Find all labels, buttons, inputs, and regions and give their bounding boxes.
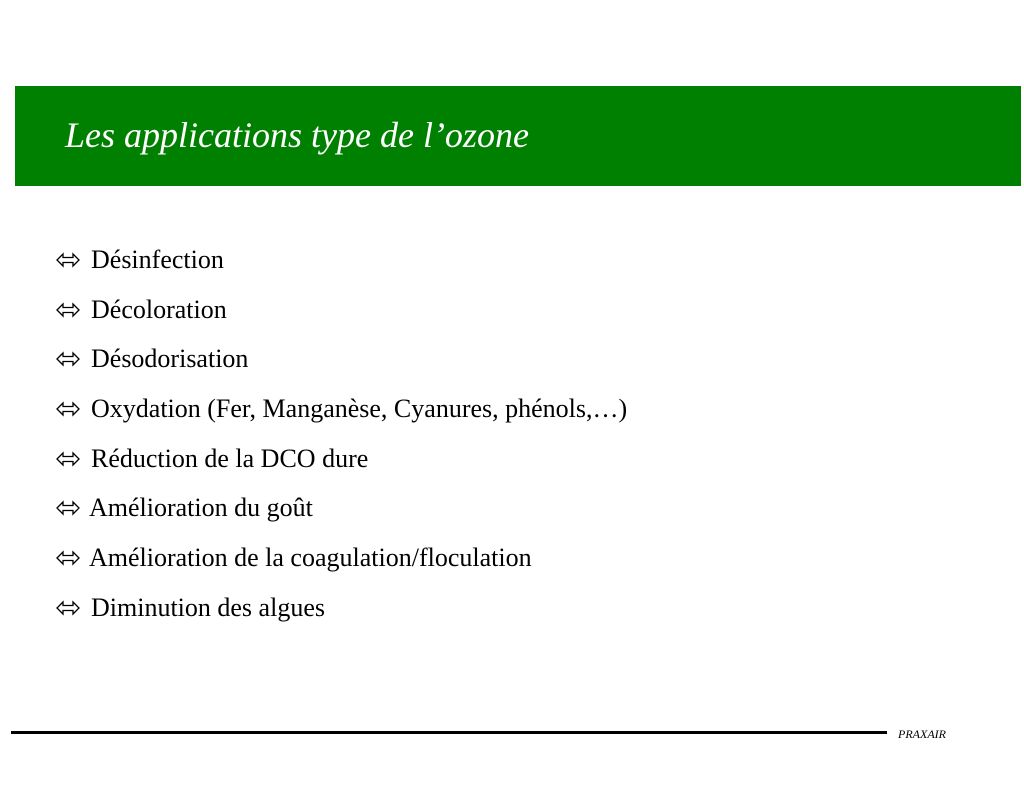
list-item bbox=[56, 291, 627, 341]
double-arrow-icon bbox=[56, 539, 80, 577]
list-item bbox=[56, 241, 627, 291]
list-item bbox=[56, 340, 627, 390]
double-arrow-icon bbox=[56, 241, 80, 279]
double-arrow-icon bbox=[56, 440, 80, 478]
list-item bbox=[56, 390, 627, 440]
list-item-text: Diminution des algues bbox=[91, 592, 325, 622]
slide-title: Les applications type de l’ozone bbox=[65, 115, 529, 155]
list-item bbox=[56, 539, 627, 589]
list-item-text: Oxydation (Fer, Manganèse, Cyanures, phénols,…) bbox=[91, 394, 628, 424]
list-item-text: Réduction de la DCO dure bbox=[91, 443, 369, 473]
list-item bbox=[56, 489, 627, 539]
footer-brand: PRAXAIR bbox=[898, 727, 946, 741]
list-item-text: Amélioration de la coagulation/floculation bbox=[89, 543, 532, 573]
footer-divider bbox=[11, 731, 887, 734]
list-item-text: Désinfection bbox=[91, 245, 224, 274]
list-item-text: Décoloration bbox=[91, 294, 227, 324]
list-item bbox=[56, 440, 627, 490]
double-arrow-icon bbox=[56, 291, 80, 329]
double-arrow-icon bbox=[56, 390, 80, 428]
list-item-text: Amélioration du goût bbox=[89, 493, 313, 523]
list-item-text: Désodorisation bbox=[91, 344, 249, 374]
double-arrow-icon bbox=[56, 340, 80, 378]
title-bar bbox=[15, 86, 1021, 186]
double-arrow-icon bbox=[56, 489, 80, 527]
bullet-list bbox=[56, 241, 627, 639]
double-arrow-icon bbox=[56, 589, 80, 627]
list-item bbox=[56, 589, 627, 639]
